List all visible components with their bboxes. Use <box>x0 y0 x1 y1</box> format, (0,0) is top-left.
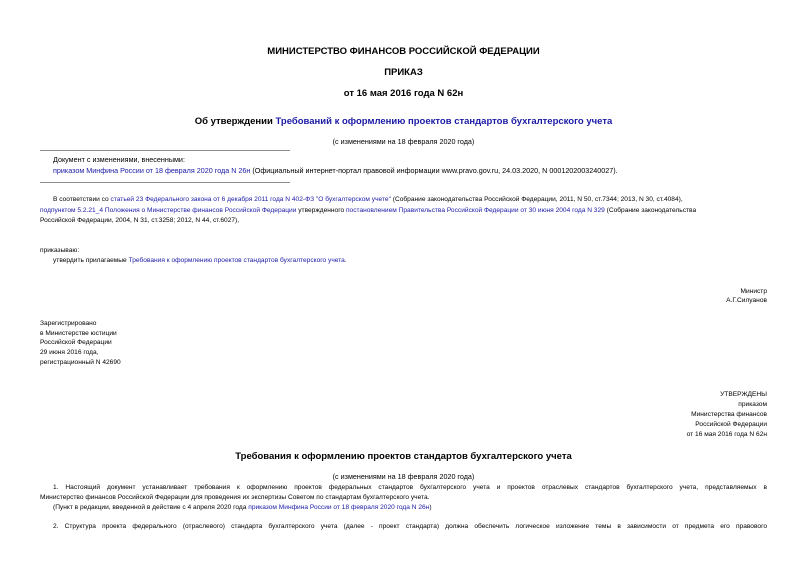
requirements-link[interactable]: Требования к оформлению проектов стандартов бухгалтерского учета <box>128 257 345 264</box>
preamble-line-1 <box>53 196 683 203</box>
preamble-text: В соответствии со <box>53 196 111 203</box>
item1-note-link[interactable]: приказом Минфина России от 18 февраля 2020 года N 26н <box>248 504 430 511</box>
changes-box-publication: (Официальный интернет-портал правовой информации www.pravo.gov.ru, 24.03.2020, N 0001202003240027). <box>250 166 618 175</box>
registration-line: регистрационный N 42690 <box>40 359 121 366</box>
ministry-regulation-link[interactable]: подпунктом 5.2.21_4 Положения о Министерстве финансов Российской Федерации <box>40 207 297 214</box>
item1-line-2: Министерство финансов Российской Федерации для проведения их экспертизы Советом по стандартам бухгалтерского учета. <box>40 494 430 501</box>
registration-line: Зарегистрировано <box>40 320 97 327</box>
doc-type-heading: ПРИКАЗ <box>384 67 423 78</box>
preamble-line-2 <box>40 207 696 214</box>
order-title <box>0 116 807 127</box>
item2-line-1: 2. Структура проекта федерального (отраслевого) стандарта бухгалтерского учета (далее - проект стандарта) должна обеспечить логическое изложение темы в зависимости от предмета его правового <box>53 523 767 530</box>
registration-line: 29 июня 2016 года, <box>40 349 99 356</box>
order-approve-text: утвердить прилагаемые <box>53 257 129 264</box>
requirements-changes-note: (с изменениями на 18 февраля 2020 года) <box>332 472 475 481</box>
order-title-prefix: Об утверждении <box>194 116 276 127</box>
order-approve-text: . <box>344 257 347 264</box>
order-changes-note: (с изменениями на 18 февраля 2020 года) <box>332 137 475 146</box>
order-approve <box>53 257 347 264</box>
government-decree-link[interactable]: постановлением Правительства Российской Федерации от 30 июня 2004 года N 329 <box>345 207 605 214</box>
item1-note-text: ) <box>429 504 432 511</box>
divider-top <box>40 150 290 151</box>
approved-line: УТВЕРЖДЕНЫ <box>720 391 767 398</box>
item1-line-1: 1. Настоящий документ устанавливает требования к оформлению проектов федеральных стандартов бухгалтерского учета и проектов отраслевых стандартов бухгалтерского учета, представляемых в <box>53 484 767 491</box>
approved-line: Министерства финансов <box>691 411 767 418</box>
order-date: от 16 мая 2016 года N 62н <box>343 88 464 99</box>
changes-box-link[interactable]: приказом Минфина России от 18 февраля 2020 года N 26н <box>53 166 251 175</box>
requirements-title: Требования к оформлению проектов стандартов бухгалтерского учета <box>235 451 572 462</box>
approved-line: от 16 мая 2016 года N 62н <box>686 431 767 438</box>
law-402-link[interactable]: статьей 23 Федерального закона от 6 декабря 2011 года N 402-ФЗ "О бухгалтерском учете" <box>110 196 391 203</box>
preamble-text: утвержденного <box>296 207 346 214</box>
preamble-text: (Собрание законодательства <box>604 207 697 214</box>
item1-note-text: (Пункт в редакции, введенной в действие с 4 апреля 2020 года <box>53 504 249 511</box>
order-title-link[interactable]: Требований к оформлению проектов стандартов бухгалтерского учета <box>275 116 613 127</box>
item1-note <box>53 504 432 511</box>
approved-line: приказом <box>738 401 767 408</box>
registration-line: Российской Федерации <box>40 339 112 346</box>
approved-line: Российской Федерации <box>695 421 767 428</box>
order-verb: приказываю: <box>40 247 80 254</box>
signature-position: Министр <box>740 288 767 295</box>
preamble-text: (Собрание законодательства Российской Федерации, 2011, N 50, ст.7344; 2013, N 30, ст.4084), <box>390 196 683 203</box>
divider-bottom <box>40 182 290 183</box>
preamble-line-3: Российской Федерации, 2004, N 31, ст.3258; 2012, N 44, ст.6027), <box>40 217 240 224</box>
changes-box-source <box>53 166 618 175</box>
registration-line: в Министерстве юстиции <box>40 330 117 337</box>
signature-name: А.Г.Силуанов <box>726 297 767 304</box>
ministry-heading: МИНИСТЕРСТВО ФИНАНСОВ РОССИЙСКОЙ ФЕДЕРАЦИИ <box>267 46 540 57</box>
changes-box-label: Документ с изменениями, внесенными: <box>53 155 185 164</box>
